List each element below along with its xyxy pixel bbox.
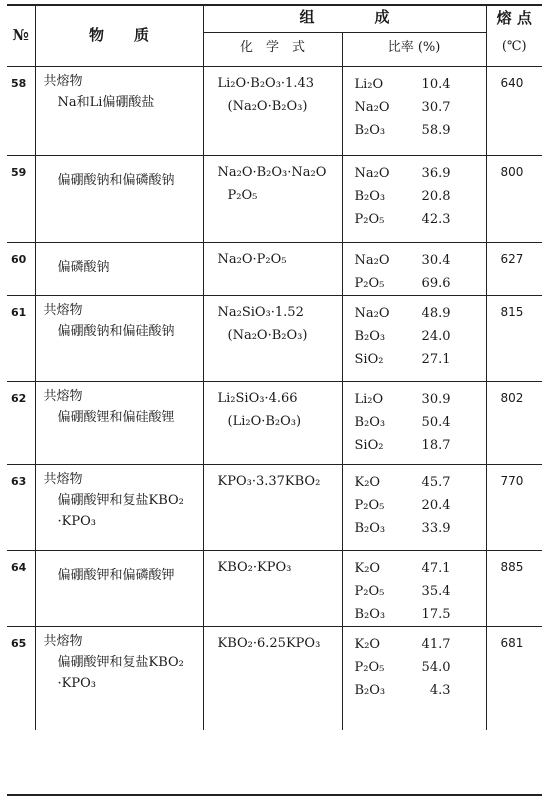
oxide-percent: 42.3 (421, 211, 451, 227)
oxide-name: B₂O₃ (354, 188, 386, 204)
oxide-percent: 35.4 (421, 583, 451, 599)
ratio-cell (342, 381, 486, 464)
ratio-line (355, 633, 486, 656)
row-number: 60 (7, 242, 35, 295)
header-formula: 化 学 式 (203, 32, 342, 66)
oxide-percent: 33.9 (421, 520, 451, 536)
ratio-line (355, 302, 486, 325)
ratio-line (355, 272, 486, 295)
formula-line: P₂O₅ (227, 187, 258, 203)
table-row (7, 242, 542, 295)
ratio-cell (342, 550, 486, 626)
formula-cell (203, 381, 342, 464)
formula-line: KBO₂·6.25KPO₃ (217, 635, 321, 651)
oxide-percent: 30.7 (421, 99, 451, 115)
oxide-name: B₂O₃ (354, 606, 386, 622)
oxide-name: P₂O₅ (354, 275, 385, 291)
oxide-percent: 24.0 (421, 328, 451, 344)
oxide-percent: 69.6 (421, 275, 451, 291)
oxide-percent: 41.7 (421, 636, 451, 652)
ratio-cell (342, 66, 486, 155)
ratio-line (355, 185, 486, 208)
formula-cell (203, 242, 342, 295)
header-unit: (℃) (486, 32, 542, 66)
formula-cell (203, 155, 342, 242)
oxide-percent: 58.9 (421, 122, 451, 138)
oxide-name: Na₂O (354, 252, 390, 268)
substance-name: 偏硼酸钠和偏硅酸钠 (57, 323, 175, 339)
ratio-line (355, 249, 486, 272)
row-number: 59 (7, 155, 35, 242)
oxide-name: B₂O₃ (354, 414, 386, 430)
oxide-name: B₂O₃ (354, 682, 386, 698)
oxide-name: K₂O (354, 474, 381, 490)
ratio-line (355, 325, 486, 348)
oxide-name: Li₂O (354, 76, 384, 92)
table-row (7, 381, 542, 464)
substance-cell (35, 66, 203, 155)
substance-name: Na和Li偏硼酸盐 (57, 94, 155, 110)
ratio-line (355, 348, 486, 371)
ratio-line (355, 434, 486, 457)
ratio-cell (342, 626, 486, 730)
oxide-name: B₂O₃ (354, 122, 386, 138)
formula-cell (203, 66, 342, 155)
ratio-line (355, 494, 486, 517)
substance-name-cont: ·KPO₃ (57, 513, 96, 529)
ratio-cell (342, 155, 486, 242)
oxide-percent: 48.9 (421, 305, 451, 321)
table-row (7, 155, 542, 242)
substance-name: 偏磷酸钠 (57, 259, 110, 275)
melting-point: 815 (486, 295, 542, 381)
oxide-name: Na₂O (354, 305, 390, 321)
formula-cell (203, 626, 342, 730)
formula-line: (Na₂O·B₂O₃) (227, 327, 308, 343)
table-body (7, 66, 542, 730)
header-row-1 (7, 4, 542, 32)
formula-line: Na₂SiO₃·1.52 (217, 304, 304, 320)
table-row (7, 550, 542, 626)
substance-type: 共熔物 (43, 73, 83, 89)
table-row (7, 626, 542, 730)
ratio-line (355, 557, 486, 580)
ratio-cell (342, 295, 486, 381)
oxide-name: K₂O (354, 636, 381, 652)
oxide-percent: 54.0 (421, 659, 451, 675)
table-row (7, 66, 542, 155)
substance-name: 偏硼酸钾和复盐KBO₂ (57, 654, 184, 670)
ratio-line (355, 119, 486, 142)
ratio-line (355, 162, 486, 185)
formula-line: (Li₂O·B₂O₃) (227, 413, 302, 429)
melting-point: 800 (486, 155, 542, 242)
substance-name-cont: ·KPO₃ (57, 675, 96, 691)
row-number: 58 (7, 66, 35, 155)
table-row (7, 464, 542, 550)
oxide-name: Li₂O (354, 391, 384, 407)
row-number: 65 (11, 636, 27, 650)
ratio-line (355, 388, 486, 411)
oxide-name: Na₂O (354, 165, 390, 181)
melting-point: 802 (486, 381, 542, 464)
melting-point: 885 (486, 550, 542, 626)
row-number: 63 (7, 464, 35, 550)
substance-cell (35, 464, 203, 550)
substance-name: 偏硼酸钾和偏磷酸钾 (57, 567, 175, 583)
melting-point: 681 (486, 626, 542, 730)
oxide-percent: 36.9 (421, 165, 451, 181)
ratio-line (355, 411, 486, 434)
oxide-name: SiO₂ (354, 351, 384, 367)
oxide-name: P₂O₅ (354, 583, 385, 599)
oxide-percent: 17.5 (421, 606, 451, 622)
substance-cell (35, 381, 203, 464)
ratio-line (355, 517, 486, 540)
melting-point: 640 (486, 66, 542, 155)
header-ratio: 比率 (%) (342, 32, 486, 66)
compositions-table (7, 4, 542, 730)
formula-cell (203, 464, 342, 550)
row-number: 64 (7, 550, 35, 626)
substance-cell (35, 550, 203, 626)
substance-type: 共熔物 (43, 302, 83, 318)
oxide-percent: 27.1 (421, 351, 451, 367)
row-number: 61 (7, 295, 35, 381)
formula-line: Na₂O·P₂O₅ (217, 251, 287, 267)
ratio-line (355, 208, 486, 231)
ratio-cell (342, 464, 486, 550)
oxide-name: K₂O (354, 560, 381, 576)
melting-point: 770 (486, 464, 542, 550)
oxide-percent: 45.7 (421, 474, 451, 490)
substance-cell (35, 626, 203, 730)
substance-type: 共熔物 (43, 388, 83, 404)
substance-name: 偏硼酸钾和复盐KBO₂ (57, 492, 184, 508)
ratio-line (355, 656, 486, 679)
oxide-percent: 4.3 (429, 682, 451, 698)
substance-name: 偏硼酸锂和偏硅酸锂 (57, 409, 175, 425)
bottom-rule (7, 794, 542, 796)
ratio-line (355, 603, 486, 626)
header-substance: 物 质 (35, 4, 203, 66)
oxide-name: Na₂O (354, 99, 390, 115)
ratio-line (355, 679, 486, 702)
oxide-percent: 30.4 (421, 252, 451, 268)
oxide-percent: 20.4 (421, 497, 451, 513)
header-melting-point: 熔 点 (486, 4, 542, 32)
substance-cell (35, 242, 203, 295)
substance-cell (35, 155, 203, 242)
oxide-percent: 10.4 (421, 76, 451, 92)
formula-line: Na₂O·B₂O₃·Na₂O (217, 164, 327, 180)
substance-cell (35, 295, 203, 381)
oxide-name: B₂O₃ (354, 520, 386, 536)
oxide-percent: 50.4 (421, 414, 451, 430)
formula-line: Li₂O·B₂O₃·1.43 (217, 75, 315, 91)
oxide-percent: 47.1 (421, 560, 451, 576)
ratio-line (355, 96, 486, 119)
ratio-line (355, 73, 486, 96)
oxide-percent: 18.7 (421, 437, 451, 453)
row-number: 62 (7, 381, 35, 464)
formula-cell (203, 550, 342, 626)
substance-type: 共熔物 (43, 633, 83, 649)
formula-line: Li₂SiO₃·4.66 (217, 390, 298, 406)
substance-name: 偏硼酸钠和偏磷酸钠 (57, 172, 175, 188)
oxide-percent: 20.8 (421, 188, 451, 204)
oxide-name: P₂O₅ (354, 659, 385, 675)
oxide-name: B₂O₃ (354, 328, 386, 344)
formula-line: KBO₂·KPO₃ (217, 559, 292, 575)
oxide-name: P₂O₅ (354, 497, 385, 513)
oxide-percent: 30.9 (421, 391, 451, 407)
oxide-name: SiO₂ (354, 437, 384, 453)
ratio-line (355, 471, 486, 494)
substance-type: 共熔物 (43, 471, 83, 487)
formula-line: KPO₃·3.37KBO₂ (217, 473, 321, 489)
header-composition: 组 成 (203, 4, 486, 32)
oxide-name: P₂O₅ (354, 211, 385, 227)
ratio-line (355, 580, 486, 603)
table-row (7, 295, 542, 381)
header-num: № (7, 4, 35, 66)
ratio-cell (342, 242, 486, 295)
melting-point: 627 (486, 242, 542, 295)
formula-cell (203, 295, 342, 381)
formula-line: (Na₂O·B₂O₃) (227, 98, 308, 114)
